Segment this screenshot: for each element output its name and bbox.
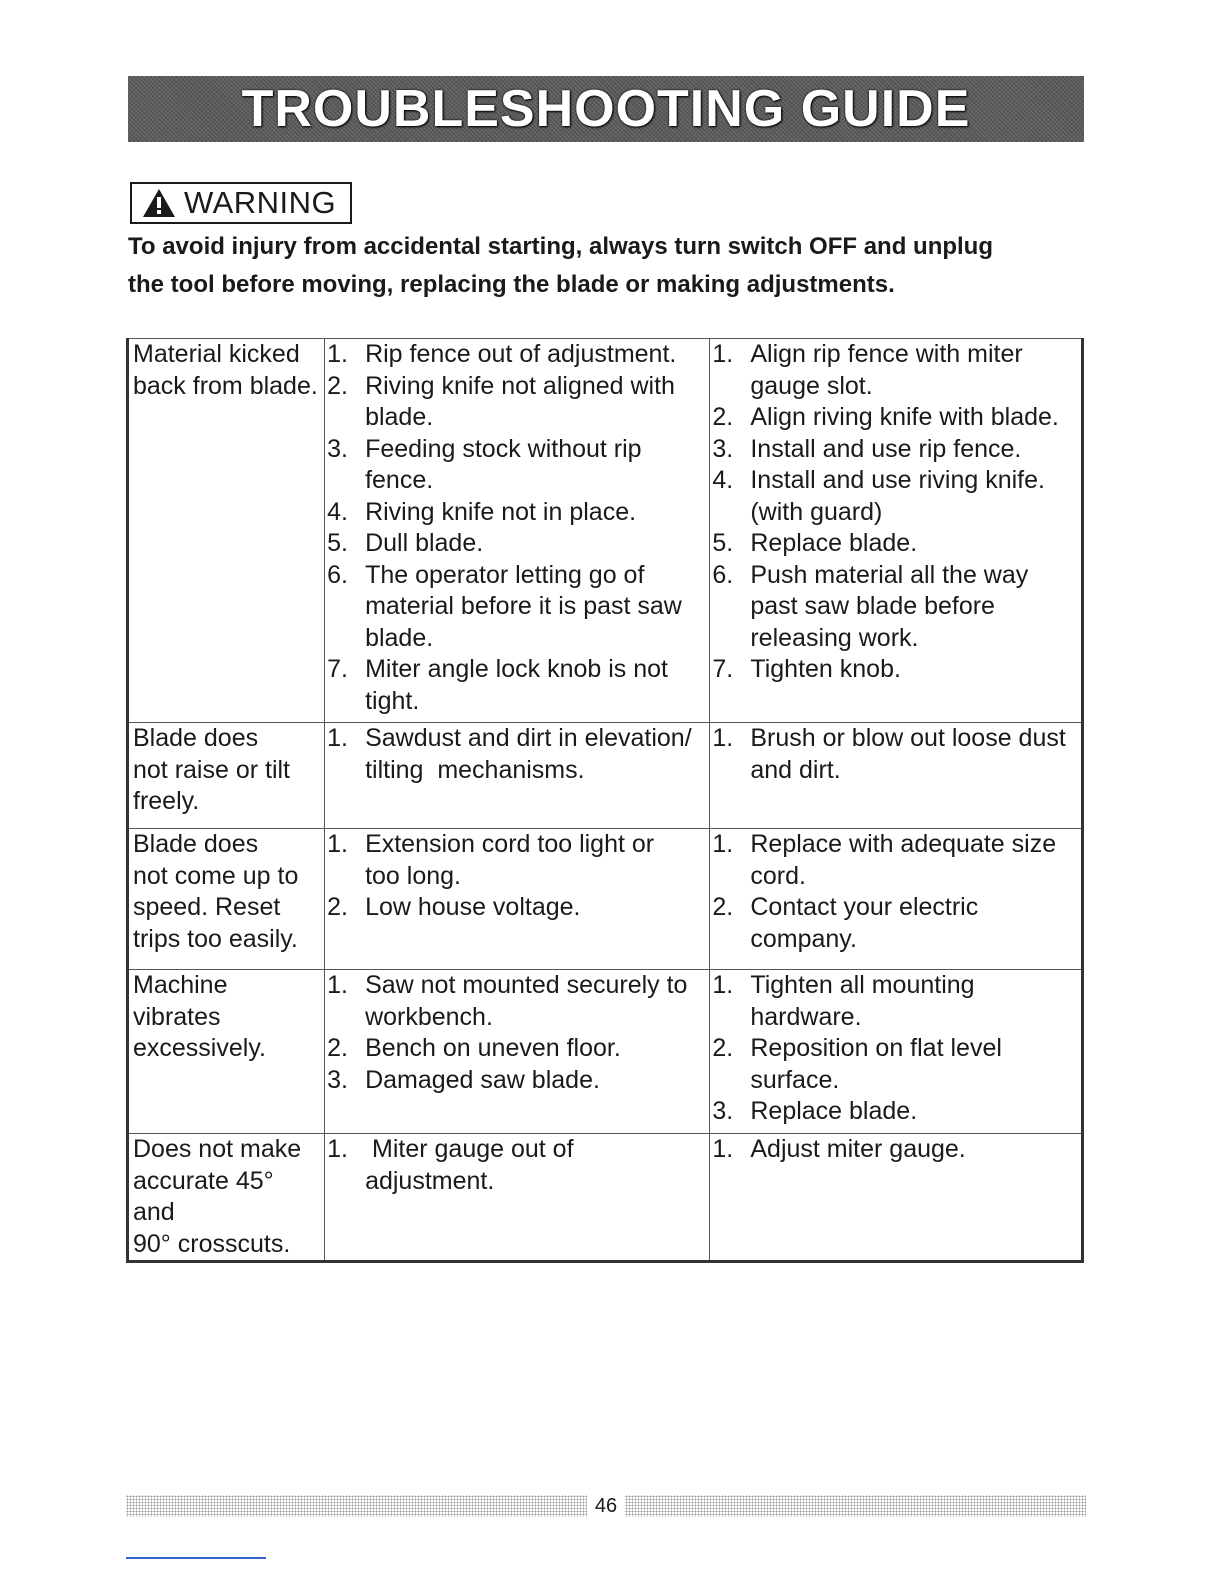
item-line: Saw not mounted securely to [365, 971, 688, 999]
item-text [750, 1134, 1081, 1166]
solution-item [710, 402, 1081, 434]
item-number: 5. [327, 529, 348, 557]
problem-text: freely. [133, 787, 200, 815]
problem-text: Blade does [133, 724, 259, 752]
cause-item [325, 497, 709, 529]
cause-item [325, 1065, 709, 1097]
item-line: Miter angle lock knob is not [365, 655, 668, 683]
problem-text: trips too easily. [133, 924, 298, 953]
table-row [128, 970, 1083, 1134]
item-number: 4. [327, 497, 348, 526]
item-text [750, 465, 1081, 528]
problem-text: not raise or tilt [133, 755, 291, 784]
problem-text: Machine [133, 971, 228, 999]
item-line: Align riving knife with blade. [750, 403, 1059, 431]
problem-text: back from blade. [133, 371, 318, 400]
item-number: 5. [712, 529, 734, 557]
table-row [128, 339, 1083, 723]
item-line: Riving knife not in place. [365, 497, 637, 526]
item-text [365, 723, 709, 786]
item-text [750, 892, 1081, 955]
solution-item [710, 1033, 1081, 1096]
item-number: 1. [327, 971, 348, 999]
cause-item [325, 528, 709, 560]
item-line: Riving knife not aligned with [365, 371, 675, 400]
item-line: cord. [750, 861, 806, 890]
page-footer [126, 1490, 1086, 1522]
cause-item [325, 892, 709, 924]
item-line: Install and use riving knife. [750, 466, 1045, 494]
solution-item [710, 970, 1081, 1033]
item-line: Brush or blow out loose dust [750, 724, 1066, 752]
problem-text: excessively. [133, 1034, 266, 1062]
item-text [365, 560, 709, 655]
item-number: 4. [712, 466, 734, 494]
item-text [365, 1065, 709, 1097]
item-line: blade. [365, 403, 434, 431]
solution-item [710, 654, 1081, 686]
item-line: fence. [365, 466, 434, 494]
cause-item [325, 339, 709, 371]
problem-text: 90° crosscuts. [133, 1229, 291, 1258]
item-text [365, 654, 709, 717]
item-line: Contact your electric [750, 893, 979, 921]
item-line: Low house voltage. [365, 893, 581, 921]
item-line: Rip fence out of adjustment. [365, 340, 677, 368]
item-line: workbench. [365, 1002, 493, 1031]
item-line: Tighten all mounting [750, 971, 975, 999]
item-text [750, 560, 1081, 655]
solution-item [710, 339, 1081, 402]
item-number: 2. [712, 893, 734, 921]
item-line: material before it is past saw [365, 592, 682, 620]
solution-item [710, 434, 1081, 466]
solution-cell [710, 339, 1083, 723]
item-line: blade. [365, 623, 434, 652]
item-number: 6. [327, 560, 348, 589]
item-number: 1. [712, 340, 734, 368]
cause-cell [325, 1134, 710, 1262]
problem-text: not come up to [133, 861, 299, 890]
item-number: 1. [327, 830, 348, 858]
item-line: past saw blade before [750, 592, 995, 620]
title-banner [128, 76, 1084, 142]
item-number: 3. [712, 1097, 734, 1125]
item-line: Replace blade. [750, 529, 918, 557]
table-row [128, 723, 1083, 829]
problem-text: accurate 45° and [133, 1166, 274, 1226]
item-number: 3. [327, 1065, 348, 1094]
problem-text: Material kicked [133, 340, 300, 368]
cause-item [325, 371, 709, 434]
warning-line: To avoid injury from accidental starting, always turn switch OFF and unplug [128, 233, 993, 260]
cause-item [325, 829, 709, 892]
item-text [750, 654, 1081, 686]
item-text [750, 434, 1081, 466]
troubleshooting-table [126, 338, 1084, 1263]
cause-item [325, 434, 709, 497]
item-text [365, 970, 709, 1033]
problem-text: Blade does [133, 830, 259, 858]
item-line: Reposition on flat level [750, 1034, 1002, 1062]
solution-cell [710, 723, 1083, 829]
problem-text: vibrates [133, 1002, 221, 1031]
item-number: 3. [712, 434, 734, 463]
cause-cell [325, 339, 710, 723]
item-text [365, 339, 709, 371]
item-text [750, 528, 1081, 560]
item-text [750, 970, 1081, 1033]
item-text [365, 1134, 709, 1197]
item-line: Damaged saw blade. [365, 1065, 600, 1094]
item-number: 2. [327, 893, 348, 921]
item-line: Install and use rip fence. [750, 434, 1022, 463]
solution-item [710, 829, 1081, 892]
item-line: gauge slot. [750, 371, 873, 400]
item-text [365, 434, 709, 497]
item-number: 1. [712, 724, 734, 752]
item-line: Push material all the way [750, 560, 1029, 589]
table-row [128, 1134, 1083, 1262]
item-line: tight. [365, 686, 420, 715]
solution-item [710, 1134, 1081, 1166]
item-text [750, 402, 1081, 434]
cause-item [325, 723, 709, 786]
item-number: 6. [712, 560, 734, 589]
item-text [365, 1033, 709, 1065]
item-number: 2. [712, 403, 734, 431]
item-number: 2. [712, 1034, 734, 1062]
item-text [365, 371, 709, 434]
item-text [750, 1096, 1081, 1128]
item-line: hardware. [750, 1002, 862, 1031]
item-line: tilting mechanisms. [365, 755, 585, 784]
warning-label: WARNING [184, 185, 337, 220]
solution-cell [710, 829, 1083, 970]
cause-cell [325, 970, 710, 1134]
solution-cell [710, 1134, 1083, 1262]
item-number: 7. [327, 655, 348, 683]
solution-item [710, 723, 1081, 786]
item-text [750, 829, 1081, 892]
item-text [365, 528, 709, 560]
item-line: Extension cord too light or [365, 830, 655, 858]
item-line: Feeding stock without rip [365, 434, 642, 463]
item-text [750, 723, 1081, 786]
warning-line: the tool before moving, replacing the blade or making adjustments. [128, 271, 895, 298]
item-line: Dull blade. [365, 529, 484, 557]
problem-cell [128, 970, 325, 1134]
item-number: 1. [712, 1135, 734, 1163]
solution-item [710, 528, 1081, 560]
item-number: 3. [327, 434, 348, 463]
solution-cell [710, 970, 1083, 1134]
cause-item [325, 1134, 709, 1197]
problem-cell [128, 723, 325, 829]
cause-item [325, 560, 709, 655]
item-number: 1. [712, 830, 734, 858]
item-line: adjustment. [365, 1166, 495, 1195]
footer-rule-right [625, 1495, 1086, 1517]
solution-item [710, 465, 1081, 528]
item-number: 1. [327, 1135, 348, 1163]
corner-rule [126, 1557, 266, 1559]
item-number: 2. [327, 1034, 348, 1062]
page-number: 46 [594, 1494, 618, 1517]
item-number: 1. [327, 724, 348, 752]
problem-text: Does not make [133, 1135, 302, 1163]
item-text [365, 892, 709, 924]
item-line: Replace blade. [750, 1097, 918, 1125]
item-line: Adjust miter gauge. [750, 1135, 966, 1163]
problem-cell [128, 1134, 325, 1262]
solution-item [710, 560, 1081, 655]
item-line: (with guard) [750, 497, 883, 526]
item-line: The operator letting go of [365, 560, 645, 589]
item-line: Align rip fence with miter [750, 340, 1023, 368]
item-line: surface. [750, 1065, 840, 1094]
item-number: 1. [712, 971, 734, 999]
page-title: TROUBLESHOOTING GUIDE [241, 80, 971, 138]
cause-cell [325, 829, 710, 970]
item-number: 7. [712, 655, 734, 683]
cause-cell [325, 723, 710, 829]
problem-cell [128, 339, 325, 723]
table-row [128, 829, 1083, 970]
item-text [365, 829, 709, 892]
problem-cell [128, 829, 325, 970]
item-line: Replace with adequate size [750, 830, 1057, 858]
warning-triangle-icon [142, 188, 176, 218]
item-number: 1. [327, 340, 348, 368]
problem-text: speed. Reset [133, 893, 281, 921]
warning-badge [130, 182, 352, 224]
cause-item [325, 970, 709, 1033]
item-text [750, 339, 1081, 402]
cause-item [325, 654, 709, 717]
item-line: company. [750, 924, 857, 953]
item-text [750, 1033, 1081, 1096]
item-number: 2. [327, 371, 348, 400]
solution-item [710, 1096, 1081, 1128]
cause-item [325, 1033, 709, 1065]
item-line: too long. [365, 861, 461, 890]
item-line: and dirt. [750, 755, 841, 784]
footer-rule-left [126, 1495, 587, 1517]
solution-item [710, 892, 1081, 955]
item-line: Bench on uneven floor. [365, 1034, 621, 1062]
item-text [365, 497, 709, 529]
item-line: Sawdust and dirt in elevation/ [365, 724, 692, 752]
warning-message [128, 228, 1098, 304]
item-line: releasing work. [750, 623, 919, 652]
item-line: Tighten knob. [750, 655, 901, 683]
item-line: Miter gauge out of [365, 1135, 574, 1163]
